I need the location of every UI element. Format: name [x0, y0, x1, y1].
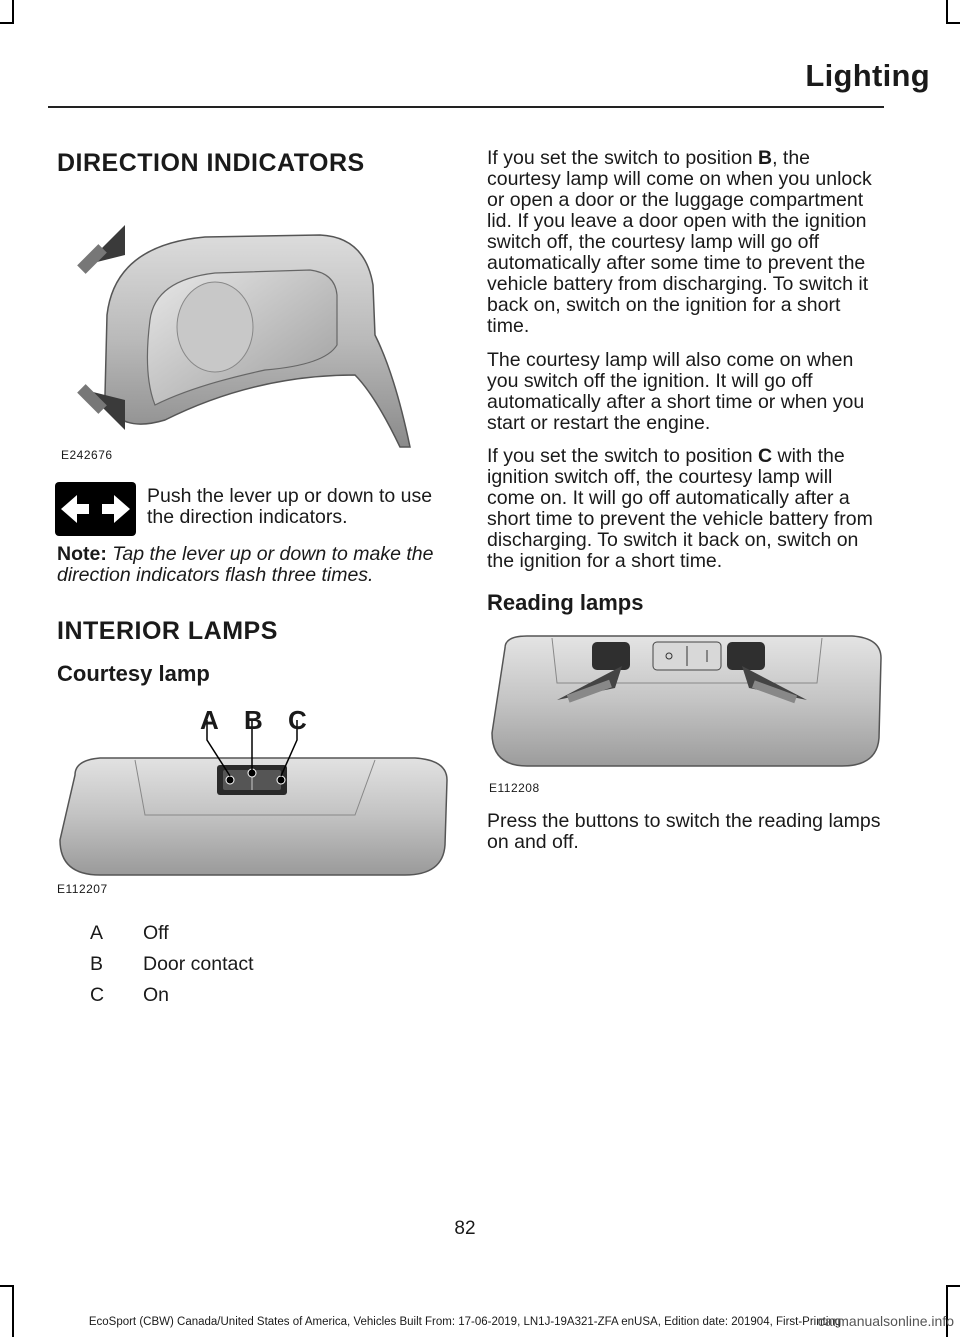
text: If you set the switch to position [487, 147, 758, 169]
text: If you set the switch to position [487, 445, 758, 467]
crop-mark [0, 1285, 14, 1287]
reading-lamps-figure [487, 628, 883, 778]
header-divider [48, 106, 884, 108]
callout-label-c: C [288, 705, 307, 735]
note-text: Tap the lever up or down to make the direction indicators flash three times. [57, 543, 434, 586]
legend-key: A [90, 922, 104, 944]
footer-edition-info: EcoSport (CBW) Canada/United States of America, Vehicles Built From: 17-06-2019, LN1J-19A321-ZFA enUSA, Edition date: 201904, First-Printing [88, 1316, 842, 1328]
courtesy-lamp-paragraph-b [487, 148, 883, 337]
crop-mark [946, 1285, 948, 1337]
position-key: B [757, 147, 773, 169]
legend-value: Door contact [143, 953, 254, 975]
watermark: carmanualsonline.info [817, 1313, 954, 1329]
turn-signal-icon [55, 482, 136, 536]
courtesy-lamp-paragraph-c [487, 446, 883, 572]
legend-key: B [90, 953, 104, 975]
crop-mark [946, 22, 960, 24]
legend-key: C [90, 984, 105, 1006]
figure-code: E112208 [489, 781, 540, 795]
text: with the ignition switch off, the courtesy lamp will come on. It will go off automatically after a short time to prevent the vehicle battery from discharging. To switch it back on, switch on the ignition for a short time. [487, 445, 873, 572]
figure-code: E242676 [61, 448, 113, 462]
courtesy-lamp-paragraph-ignition: The courtesy lamp will also come on when you switch off the ignition. It will go off automatically after a short time or when you start or restart the engine. [487, 349, 865, 434]
heading-direction-indicators: DIRECTION INDICATORS [57, 149, 365, 177]
indicator-instruction: Push the lever up or down to use the direction indicators. [147, 485, 433, 528]
callout-label-a: A [200, 705, 219, 735]
reading-lamp-right-button [727, 642, 765, 670]
callout-label-b: B [244, 705, 263, 735]
note [57, 544, 457, 586]
heading-courtesy-lamp: Courtesy lamp [57, 661, 210, 686]
text: , the courtesy lamp will come on when you unlock or open a door or the luggage compartment lid. If you leave a door open with the ignition switch off, the courtesy lamp will go off automatically after some time to prevent the vehicle battery from discharging. To switch it back on, switch on the ignition for a short time. [487, 147, 872, 337]
crop-mark [0, 22, 14, 24]
note-label: Note: [57, 543, 107, 565]
direction-indicator-lever-figure [55, 225, 455, 465]
figure-code: E112207 [57, 882, 108, 896]
heading-reading-lamps: Reading lamps [487, 590, 644, 615]
crop-mark [946, 1285, 960, 1287]
page-title: Lighting [805, 58, 930, 93]
crop-mark [12, 0, 14, 22]
arrow-up-icon [77, 225, 125, 274]
reading-lamp-left-button [592, 642, 630, 670]
page-number: 82 [454, 1218, 476, 1239]
crop-mark [946, 0, 948, 22]
legend-value: Off [143, 922, 169, 944]
position-key: C [757, 445, 773, 467]
reading-lamps-instruction: Press the buttons to switch the reading lamps on and off. [487, 810, 881, 853]
legend-value: On [143, 984, 170, 1006]
heading-interior-lamps: INTERIOR LAMPS [57, 617, 278, 645]
crop-mark [12, 1285, 14, 1337]
